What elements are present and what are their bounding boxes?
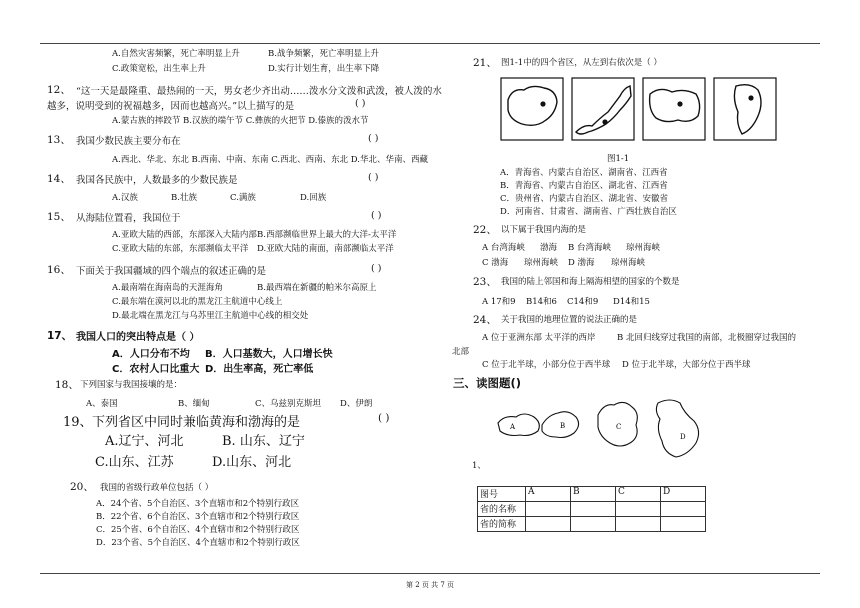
q21-shape-2 bbox=[576, 86, 631, 134]
header-cell: C bbox=[616, 487, 661, 502]
q21-frame-2 bbox=[572, 78, 634, 140]
prev-option-c: C.政策宽松，出生率上升 bbox=[112, 64, 206, 74]
q21-shape-1 bbox=[508, 86, 557, 125]
q23-option-a: A 17和9 bbox=[482, 297, 516, 307]
row-label: 省的简称 bbox=[478, 517, 526, 532]
table-header-row bbox=[478, 487, 706, 502]
table-row bbox=[478, 517, 706, 532]
q21-frame-4 bbox=[714, 78, 776, 140]
q24-stem: 关于我国的地理位置的说法正确的是 bbox=[501, 315, 638, 325]
q23-option-c: C14和9 bbox=[567, 297, 599, 307]
header-cell: A bbox=[526, 487, 571, 502]
q17-option-b: B．人口基数大，人口增长快 bbox=[205, 349, 333, 360]
q22-option-a: A 台湾海峡 bbox=[482, 243, 525, 253]
answer-cell[interactable] bbox=[661, 517, 706, 532]
q21-option-d: D．河南省、甘肃省、湖南省、广西壮族自治区 bbox=[500, 207, 677, 217]
q23-option-b: B14和6 bbox=[526, 297, 557, 307]
map-shape-d bbox=[656, 400, 698, 457]
answer-cell[interactable] bbox=[526, 517, 571, 532]
answer-cell[interactable] bbox=[616, 502, 661, 517]
q19-answer-paren: ( ) bbox=[378, 412, 390, 424]
q17-option-a: A．人口分布不均 bbox=[112, 349, 190, 360]
q18-option-c: C、乌兹别克斯坦 bbox=[255, 399, 322, 409]
q17-option-d: D．出生率高，死亡率低 bbox=[205, 364, 314, 375]
q14-stem: 我国各民族中，人数最多的少数民族是 bbox=[76, 175, 238, 186]
q22-number: 22、 bbox=[473, 224, 497, 236]
answer-cell[interactable] bbox=[571, 517, 616, 532]
page-footer: 第 2 页 共 7 页 bbox=[405, 581, 455, 589]
map-label-b: B bbox=[560, 422, 566, 430]
q14-option-a: A.汉族 bbox=[112, 193, 138, 203]
q16-option-b: B.最西端在新疆的帕米尔高原上 bbox=[257, 283, 377, 293]
q23-stem: 我国的陆上邻国和海上隔海相望的国家的个数是 bbox=[501, 277, 680, 287]
prev-option-b: B.战争频繁，死亡率明显上升 bbox=[268, 49, 379, 59]
q20-number: 20、 bbox=[70, 481, 94, 493]
q22-option-b-second: 琼州海峡 bbox=[626, 243, 661, 253]
q14-option-c: C.满族 bbox=[230, 193, 256, 203]
q15-option-d: D.亚欧大陆的南面，南部濒临太平洋 bbox=[257, 244, 394, 254]
row-label: 省的名称 bbox=[478, 502, 526, 517]
q13-answer-paren: ( ) bbox=[368, 133, 379, 144]
q21-figure-province-outlines bbox=[500, 74, 780, 146]
answer-cell[interactable] bbox=[571, 502, 616, 517]
q16-stem: 下面关于我国疆域的四个端点的叙述正确的是 bbox=[76, 266, 267, 277]
q21-dot-2 bbox=[602, 119, 607, 124]
q21-figure-caption: 图1-1 bbox=[607, 154, 630, 164]
q22-option-d: D 渤海 bbox=[568, 258, 595, 268]
q23-number: 23、 bbox=[473, 276, 497, 288]
q18-option-d: D、伊朗 bbox=[340, 399, 373, 409]
q22-option-a-second: 渤海 bbox=[540, 243, 558, 253]
answer-cell[interactable] bbox=[616, 517, 661, 532]
q19-option-a: A.辽宁、河北 bbox=[105, 434, 184, 449]
q22-stem: 以下属于我国内海的是 bbox=[501, 225, 587, 235]
q24-option-b-continued: 北部 bbox=[452, 347, 470, 357]
q16-answer-paren: ( ) bbox=[371, 263, 382, 274]
q19-option-d: D.山东、河北 bbox=[212, 455, 292, 470]
q20-option-a: A．24个省、5个自治区、3个直辖市和2个特别行政区 bbox=[96, 499, 300, 509]
q14-number: 14、 bbox=[47, 173, 71, 185]
q18-stem: 下列国家与我国接壤的是： bbox=[80, 380, 183, 390]
answer-cell[interactable] bbox=[526, 502, 571, 517]
prev-option-a: A.自然灾害频繁，死亡率明显上升 bbox=[112, 49, 240, 59]
q16-option-d: D.最北端在黑龙江与乌苏里江主航道中心线的相交处 bbox=[112, 311, 309, 321]
q21-frame-3 bbox=[643, 78, 705, 140]
q21-dot-3 bbox=[677, 101, 682, 106]
q17-option-c: C．农村人口比重大 bbox=[112, 364, 200, 375]
q15-option-b: B.西部濒临世界上最大的大洋-太平洋 bbox=[257, 230, 397, 240]
q21-shape-3 bbox=[650, 89, 700, 121]
q19-option-b: B. 山东、辽宁 bbox=[222, 434, 305, 449]
q24-option-a: A 位于亚洲东部 太平洋的西岸 bbox=[482, 333, 596, 343]
q19-option-c: C.山东、江苏 bbox=[95, 455, 174, 470]
section-3-subitem: 1、 bbox=[472, 461, 486, 471]
q13-stem: 我国少数民族主要分布在 bbox=[76, 136, 181, 147]
q13-number: 13、 bbox=[47, 134, 71, 146]
q21-option-a: A．青海省、内蒙古自治区、湖南省、江西省 bbox=[500, 168, 668, 178]
q12-stem-line2: 越多，说明受到的祝福越多，因而也越高兴。”以上描写的是 bbox=[47, 101, 295, 112]
map-label-a: A bbox=[510, 423, 516, 431]
map-label-c: C bbox=[616, 423, 622, 431]
map-shape-a bbox=[498, 414, 539, 436]
prev-option-d: D.实行计划生育，出生率下降 bbox=[268, 64, 380, 74]
answer-cell[interactable] bbox=[661, 502, 706, 517]
answer-table bbox=[477, 486, 706, 532]
q24-option-d: D 位于北半球，大部分位于西半球 bbox=[622, 360, 751, 370]
q24-number: 24、 bbox=[473, 314, 497, 326]
q20-option-b: B．22个省、6个自治区、3个直辖市和2个特别行政区 bbox=[96, 512, 300, 522]
q17-number: 17、 bbox=[47, 330, 73, 342]
q12-options: A.蒙古族的摔跤节 B.汉族的端午节 C.彝族的火把节 D.傣族的泼水节 bbox=[112, 116, 369, 126]
q16-number: 16、 bbox=[47, 264, 71, 276]
q17-stem: 我国人口的突出特点是（ ） bbox=[76, 332, 200, 343]
q12-stem-line1: “这一天是最隆重、最热闹的一天，男女老少齐出动……泼水分文泼和武泼，被人泼的水 bbox=[76, 86, 442, 97]
q18-option-a: A、泰国 bbox=[86, 399, 118, 409]
q21-shape-4 bbox=[734, 85, 761, 134]
q15-answer-paren: ( ) bbox=[371, 210, 382, 221]
q20-stem: 我国的省级行政单位包括（ ） bbox=[100, 483, 214, 493]
q21-dot-4 bbox=[748, 95, 753, 100]
q16-option-a: A.最南端在海南岛的天涯海角 bbox=[112, 283, 223, 293]
q21-number: 21、 bbox=[473, 57, 497, 69]
q15-option-c: C.亚欧大陆的东部，东部濒临太平洋 bbox=[112, 244, 249, 254]
q22-option-c-second: 琼州海峡 bbox=[524, 258, 559, 268]
q20-option-d: D．23个省、5个自治区、4个直辖市和2个特别行政区 bbox=[96, 538, 300, 548]
q18-number: 18、 bbox=[55, 379, 79, 391]
q14-answer-paren: ( ) bbox=[368, 172, 379, 183]
q18-option-b: B、缅甸 bbox=[178, 399, 210, 409]
q15-stem: 从海陆位置看，我国位于 bbox=[76, 213, 181, 224]
q15-number: 15、 bbox=[47, 211, 71, 223]
header-cell: B bbox=[571, 487, 616, 502]
q21-option-b: B．青海省、内蒙古自治区、湖北省、江西省 bbox=[500, 181, 668, 191]
q12-answer-paren: ( ) bbox=[355, 98, 366, 109]
q20-option-c: C．25个省、6个自治区、4个直辖市和2个特别行政区 bbox=[96, 525, 300, 535]
section3-province-maps bbox=[494, 393, 714, 463]
q22-option-d-second: 琼州海峡 bbox=[611, 258, 646, 268]
section-3-title: 三、读图题() bbox=[453, 376, 522, 390]
map-label-d: D bbox=[680, 433, 686, 441]
q19-number: 19、 bbox=[63, 415, 93, 430]
q22-option-c: C 渤海 bbox=[482, 258, 509, 268]
q22-option-b: B 台湾海峡 bbox=[568, 243, 611, 253]
top-rule bbox=[40, 43, 820, 44]
q23-option-d: D14和15 bbox=[613, 297, 650, 307]
q16-option-c: C.最东端在漠河以北的黑龙江主航道中心线上 bbox=[112, 297, 283, 307]
q24-option-b: B 北回归线穿过我国的南部，北极圈穿过我国的 bbox=[617, 333, 796, 343]
header-cell: D bbox=[661, 487, 706, 502]
q21-option-c: C．贵州省、内蒙古自治区、湖北省、安徽省 bbox=[500, 194, 669, 204]
bottom-rule bbox=[40, 573, 820, 574]
q19-stem: 下列省区中同时兼临黄海和渤海的是 bbox=[92, 415, 301, 430]
q12-number: 12、 bbox=[47, 84, 71, 96]
table-row bbox=[478, 502, 706, 517]
q14-option-b: B.壮族 bbox=[171, 193, 197, 203]
q14-option-d: D.回族 bbox=[300, 193, 327, 203]
q13-options: A.西北、华北、东北 B.西南、中南、东南 C.西北、西南、东北 D.华北、华南、西藏 bbox=[112, 155, 429, 165]
q21-stem: 图1-1中的四个省区，从左到右依次是（ ） bbox=[501, 58, 662, 68]
header-cell: 图号 bbox=[478, 487, 526, 502]
q21-dot-1 bbox=[540, 101, 545, 106]
q15-option-a: A.亚欧大陆的西部，东部深入大陆内部 bbox=[112, 230, 257, 240]
q24-option-c: C 位于北半球，小部分位于西半球 bbox=[482, 360, 611, 370]
